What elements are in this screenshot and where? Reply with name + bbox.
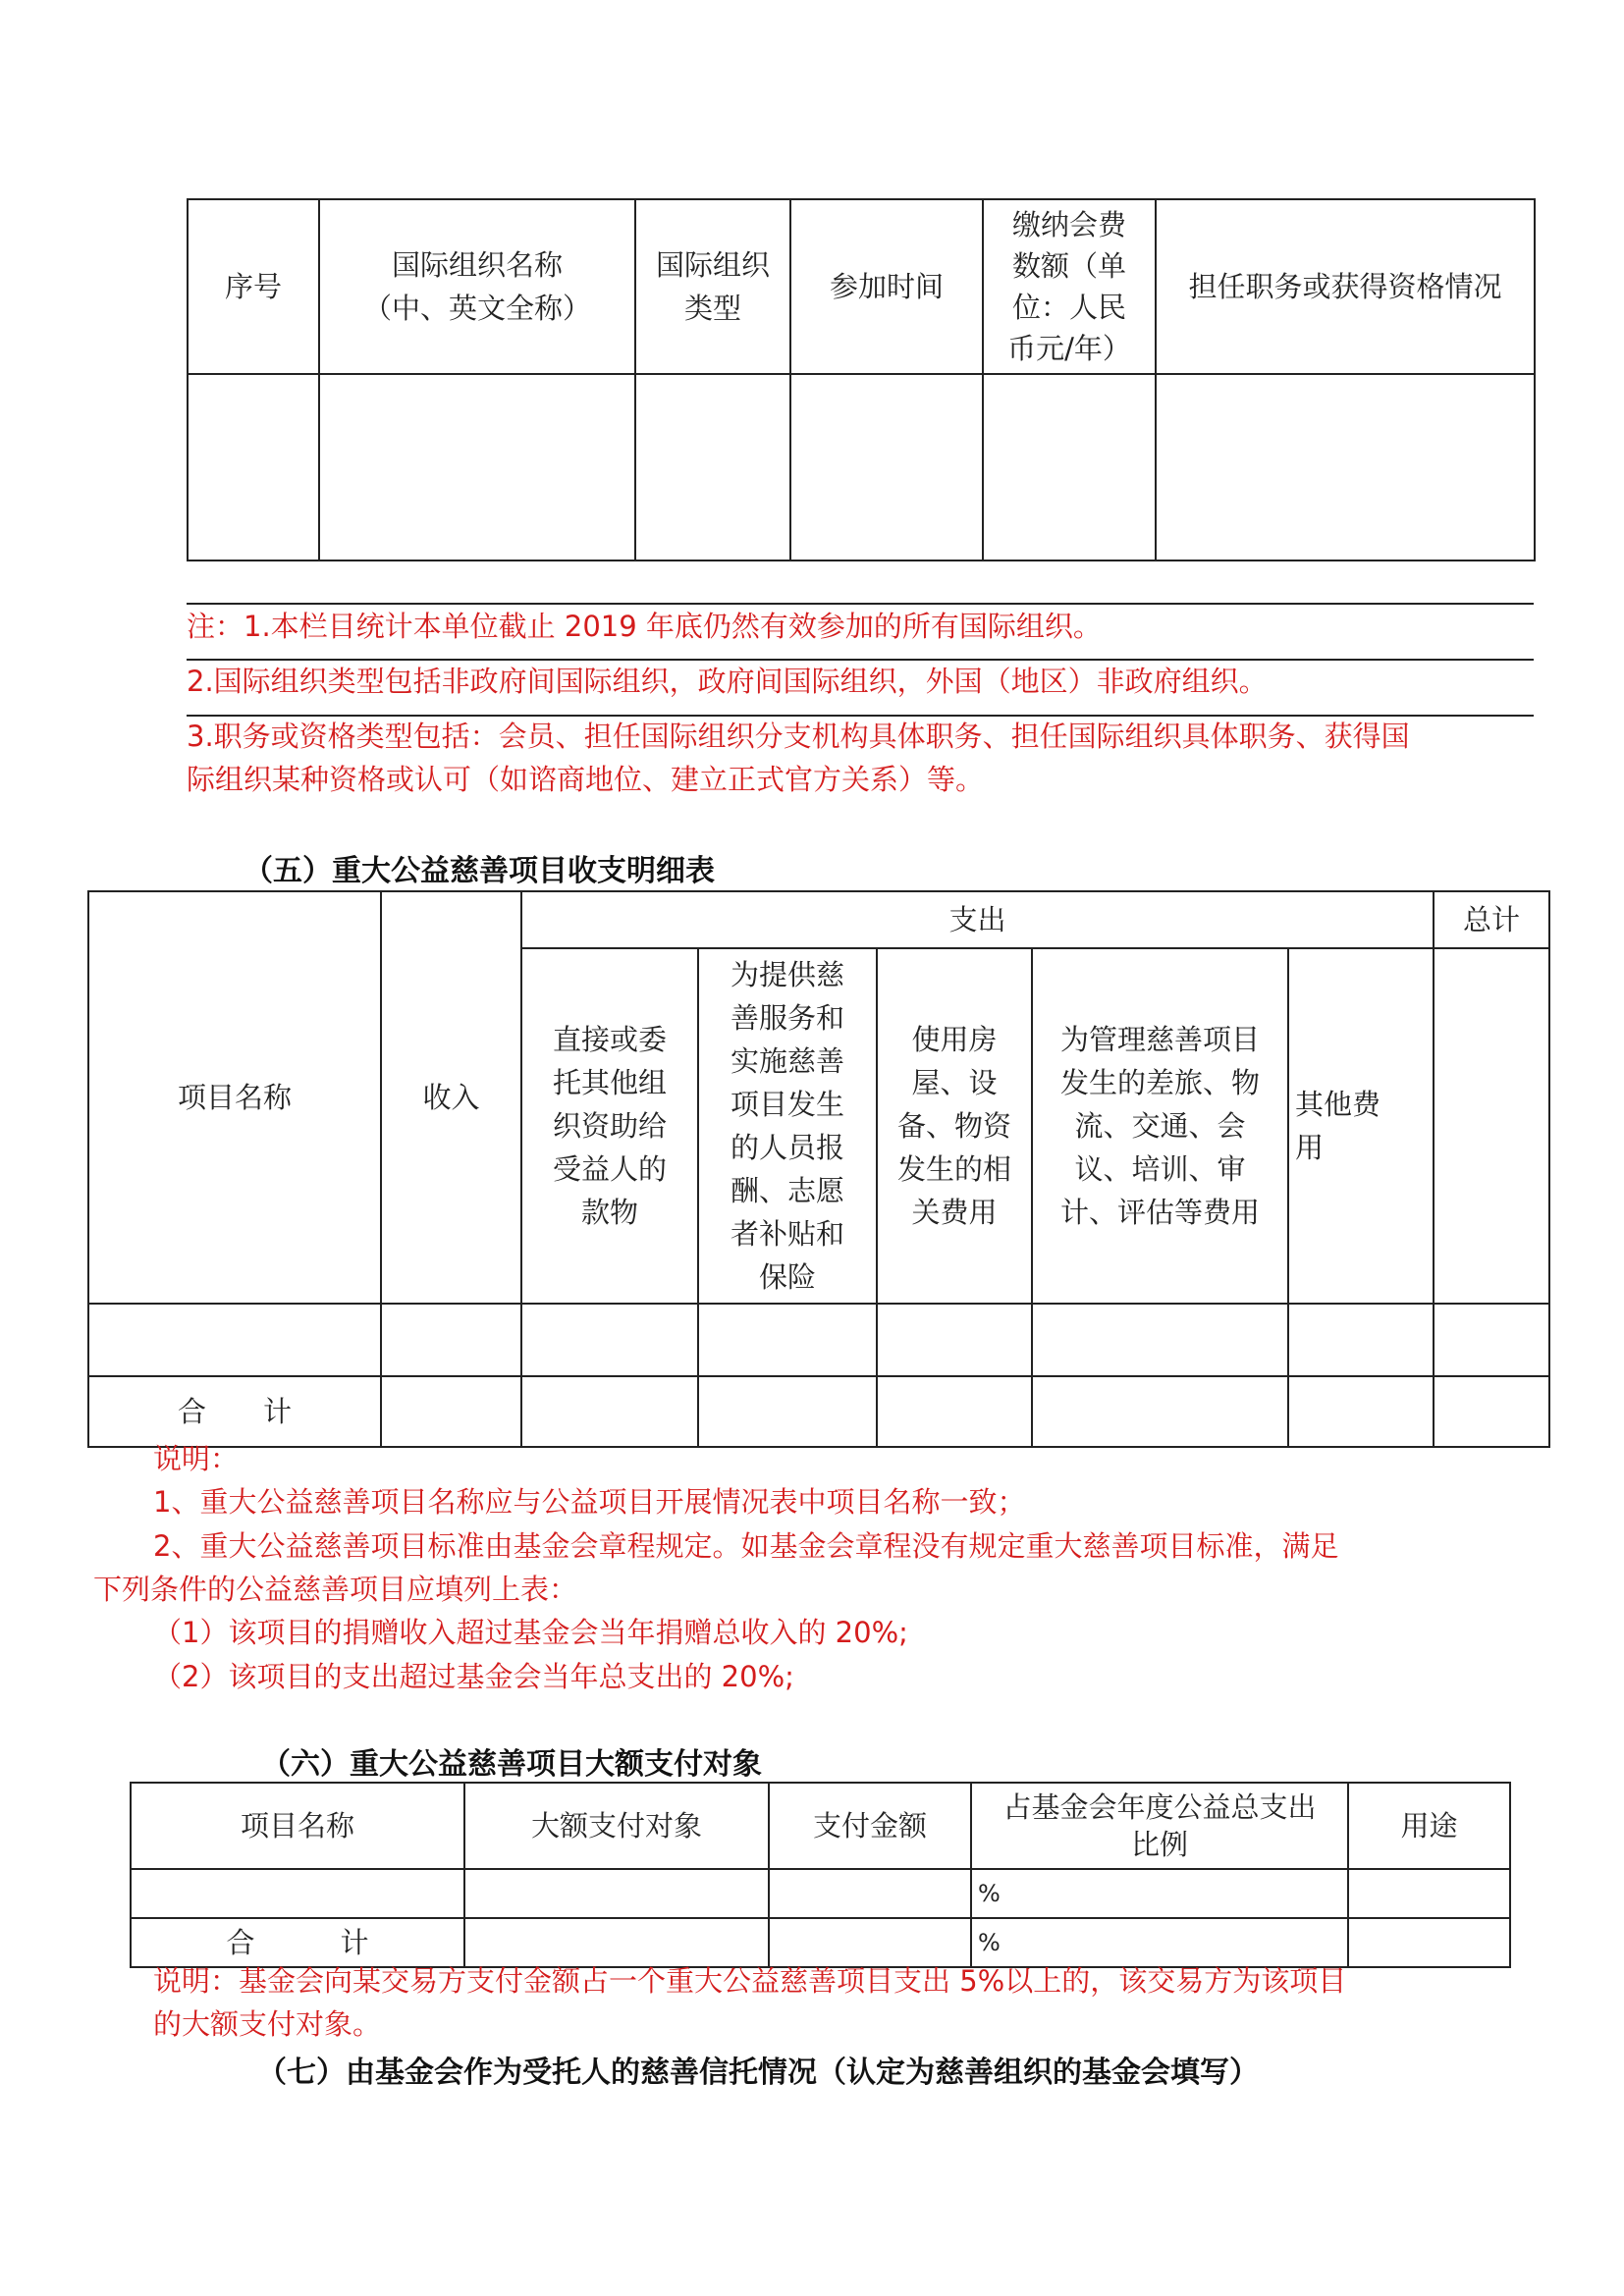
explain-5-line-2b: 下列条件的公益慈善项目应填列上表： — [93, 1573, 578, 1606]
empty-cell[interactable] — [1348, 1918, 1510, 1967]
empty-cell[interactable] — [1032, 1376, 1288, 1447]
percent-cell[interactable]: % — [971, 1869, 1348, 1918]
table-header-row — [188, 199, 1535, 374]
total-label: 合 计 — [131, 1918, 464, 1967]
header-amount: 支付金额 — [769, 1783, 971, 1869]
total-row — [88, 1376, 1549, 1447]
explain-5-line-3: （1）该项目的捐赠收入超过基金会当年捐赠总收入的 20%; — [153, 1616, 908, 1649]
header-usage: 用途 — [1348, 1783, 1510, 1869]
empty-cell[interactable] — [698, 1376, 877, 1447]
empty-cell[interactable] — [790, 374, 983, 561]
explain-6-line-2: 的大额支付对象。 — [153, 2007, 382, 2041]
header-total: 总计 — [1434, 891, 1549, 948]
empty-cell[interactable] — [877, 1376, 1032, 1447]
table-row — [131, 1869, 1510, 1918]
section-7-heading: （七）由基金会作为受托人的慈善信托情况（认定为慈善组织的基金会填写） — [257, 2056, 1259, 2090]
table-header-row — [88, 891, 1549, 948]
explain-5-line-4: （2）该项目的支出超过基金会当年总支出的 20%; — [153, 1660, 794, 1693]
header-payee: 大额支付对象 — [464, 1783, 769, 1869]
header-org-type: 国际组织 类型 — [635, 199, 790, 374]
note-line-3: 3.职务或资格类型包括：会员、担任国际组织分支机构具体职务、担任国际组织具体职务、获得国 际组织某种资格或认可（如谘商地位、建立正式官方关系）等。 — [187, 720, 1410, 796]
header-ratio: 占基金会年度公益总支出 比例 — [971, 1783, 1348, 1869]
section-6-heading: （六）重大公益慈善项目大额支付对象 — [261, 1747, 762, 1782]
header-expense: 支出 — [521, 891, 1434, 948]
subheader-personnel: 为提供慈 善服务和 实施慈善 项目发生 的人员报 酬、志愿 者补贴和 保险 — [698, 948, 877, 1304]
empty-cell[interactable] — [381, 1304, 521, 1376]
empty-cell[interactable] — [188, 374, 319, 561]
empty-cell[interactable] — [1288, 1376, 1434, 1447]
table-header-row — [131, 1783, 1510, 1869]
empty-cell[interactable] — [1434, 1376, 1549, 1447]
empty-cell[interactable] — [698, 1304, 877, 1376]
header-fee: 缴纳会费 数额（单 位：人民 币元/年） — [983, 199, 1156, 374]
header-position: 担任职务或获得资格情况 — [1156, 199, 1535, 374]
empty-cell[interactable] — [769, 1869, 971, 1918]
empty-cell[interactable] — [1156, 374, 1535, 561]
table-row — [88, 1304, 1549, 1376]
note-line-1: 注：1.本栏目统计本单位截止 2019 年底仍然有效参加的所有国际组织。 — [187, 610, 1102, 643]
subheader-direct-aid: 直接或委 托其他组 织资助给 受益人的 款物 — [521, 948, 698, 1304]
empty-cell[interactable] — [464, 1869, 769, 1918]
header-seq: 序号 — [188, 199, 319, 374]
empty-cell[interactable] — [1434, 1304, 1549, 1376]
major-project-table — [87, 890, 1550, 1448]
header-income: 收入 — [381, 891, 521, 1304]
empty-cell[interactable] — [131, 1869, 464, 1918]
percent-cell[interactable]: % — [971, 1918, 1348, 1967]
header-project-name: 项目名称 — [88, 891, 381, 1304]
empty-cell[interactable] — [319, 374, 635, 561]
explain-5-line-2a: 2、重大公益慈善项目标准由基金会章程规定。如基金会章程没有规定重大慈善项目标准，满足 — [153, 1529, 1339, 1563]
empty-cell[interactable] — [88, 1304, 381, 1376]
empty-cell[interactable] — [635, 374, 790, 561]
empty-cell[interactable] — [983, 374, 1156, 561]
table-row — [188, 374, 1535, 561]
empty-cell[interactable] — [1288, 1304, 1434, 1376]
subheader-facilities: 使用房 屋、设 备、物资 发生的相 关费用 — [877, 948, 1032, 1304]
subheader-other: 其他费 用 — [1288, 948, 1434, 1304]
explain-6-line-1: 说明：基金会向某交易方支付金额占一个重大公益慈善项目支出 5%以上的，该交易方为该项目 — [153, 1964, 1347, 1998]
explain-5-title: 说明： — [153, 1442, 240, 1475]
section-5-heading: （五）重大公益慈善项目收支明细表 — [244, 854, 715, 888]
empty-cell[interactable] — [877, 1304, 1032, 1376]
empty-cell[interactable] — [521, 1304, 698, 1376]
large-payment-table — [130, 1782, 1511, 1968]
total-label: 合 计 — [88, 1376, 381, 1447]
header-project-name: 项目名称 — [131, 1783, 464, 1869]
empty-cell[interactable] — [381, 1376, 521, 1447]
explain-5-line-1: 1、重大公益慈善项目名称应与公益项目开展情况表中项目名称一致； — [153, 1485, 1026, 1519]
empty-cell — [1434, 948, 1549, 1304]
header-org-name: 国际组织名称 （中、英文全称） — [319, 199, 635, 374]
note-line-2: 2.国际组织类型包括非政府间国际组织，政府间国际组织，外国（地区）非政府组织。 — [187, 665, 1268, 698]
empty-cell[interactable] — [1348, 1869, 1510, 1918]
empty-cell[interactable] — [1032, 1304, 1288, 1376]
header-join-time: 参加时间 — [790, 199, 983, 374]
subheader-management: 为管理慈善项目 发生的差旅、物 流、交通、会 议、培训、审 计、评估等费用 — [1032, 948, 1288, 1304]
empty-cell[interactable] — [521, 1376, 698, 1447]
international-org-table — [187, 198, 1536, 561]
